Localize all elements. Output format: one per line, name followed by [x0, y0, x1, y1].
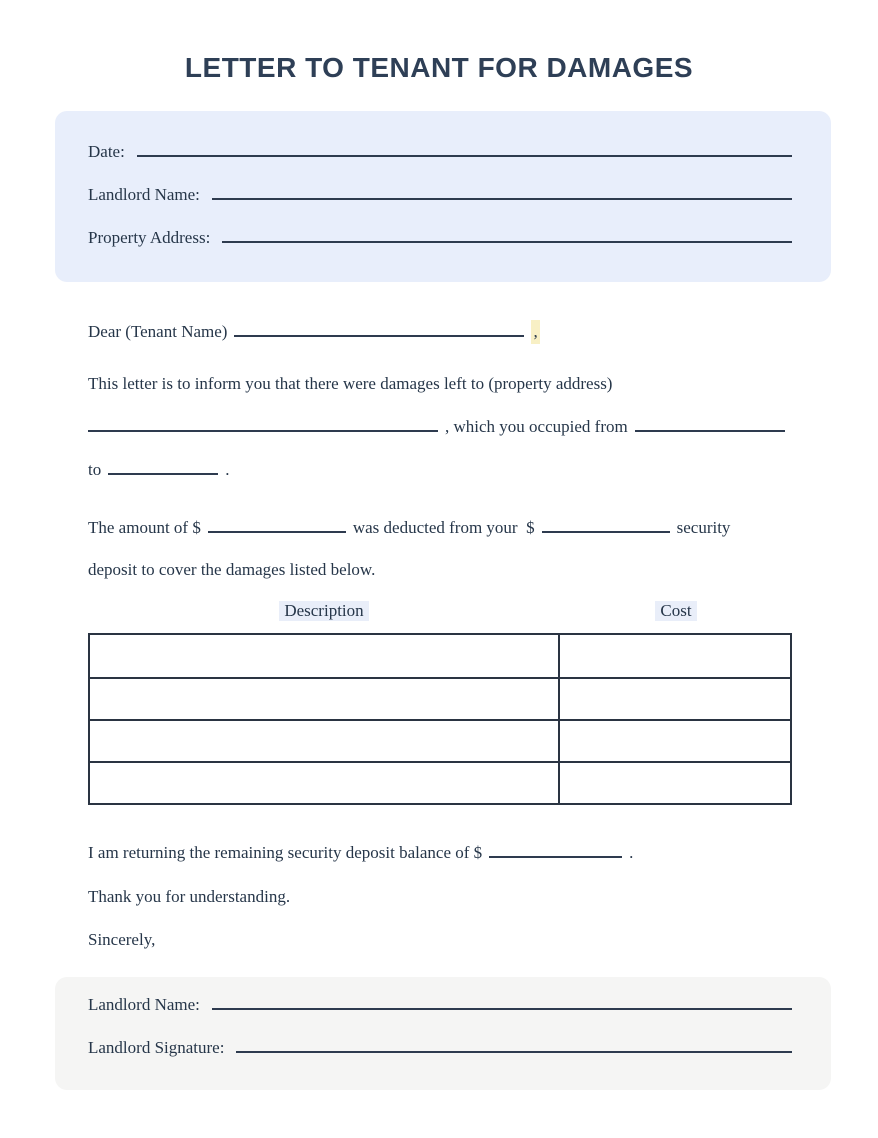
salutation-prefix: Dear (Tenant Name): [88, 322, 228, 341]
cost-cell[interactable]: [560, 721, 790, 761]
description-cell[interactable]: [90, 721, 560, 761]
description-header: Description: [279, 601, 368, 621]
property-address-field-row: [88, 226, 792, 248]
occupied-from-text: , which you occupied from: [445, 417, 628, 436]
landlord-name-input-line[interactable]: [212, 183, 792, 200]
description-cell[interactable]: [90, 635, 560, 677]
period-text: .: [225, 460, 230, 479]
signature-name-field-row: [88, 993, 792, 1015]
thanks-line: [88, 885, 792, 909]
remaining-balance-blank[interactable]: [489, 842, 622, 858]
deducted-amount-blank[interactable]: [208, 517, 346, 533]
paragraph1-line2: [88, 415, 792, 439]
deposit-cover-text: deposit to cover the damages listed below.: [88, 560, 376, 579]
cost-cell[interactable]: [560, 763, 790, 803]
damages-table: [88, 633, 792, 805]
description-cell[interactable]: [90, 679, 560, 719]
cost-header-cell: [560, 601, 792, 621]
signature-field-row: [88, 1036, 792, 1058]
returning-line: [88, 841, 792, 865]
landlord-name-field-row: [88, 183, 792, 205]
description-header-cell: [88, 601, 560, 621]
amount-line2: [88, 558, 792, 582]
table-row: [90, 677, 790, 719]
date-label: Date:: [88, 142, 125, 162]
landlord-name-label: Landlord Name:: [88, 185, 200, 205]
paragraph1-line3: [88, 458, 792, 482]
table-row: [90, 761, 790, 803]
signature-name-input-line[interactable]: [212, 993, 792, 1010]
signature-name-label: Landlord Name:: [88, 995, 200, 1015]
amount-mid-text: was deducted from your $: [352, 518, 535, 537]
closing-text: Sincerely,: [88, 930, 156, 949]
amount-prefix-text: The amount of $: [88, 518, 201, 537]
closing-line: [88, 928, 792, 952]
table-row: [90, 635, 790, 677]
signature-label: Landlord Signature:: [88, 1038, 225, 1058]
paragraph1-line1: [88, 372, 792, 396]
amount-suffix-text: security: [676, 518, 731, 537]
table-header-row: [88, 601, 792, 621]
deposit-amount-blank[interactable]: [542, 517, 670, 533]
tenant-name-blank[interactable]: [234, 321, 524, 337]
thanks-text: Thank you for understanding.: [88, 887, 291, 906]
signature-input-line[interactable]: [236, 1036, 792, 1053]
document-title: LETTER TO TENANT FOR DAMAGES: [184, 52, 694, 83]
table-row: [90, 719, 790, 761]
amount-line1: [88, 516, 792, 540]
salutation-comma: ,: [531, 320, 539, 344]
cost-cell[interactable]: [560, 635, 790, 677]
date-input-line[interactable]: [137, 140, 792, 157]
returning-prefix-text: I am returning the remaining security deposit balance of $: [88, 843, 483, 862]
cost-header: Cost: [655, 601, 696, 621]
occupancy-start-blank[interactable]: [635, 416, 785, 432]
description-cell[interactable]: [90, 763, 560, 803]
occupancy-end-blank[interactable]: [108, 459, 218, 475]
paragraph1-text: This letter is to inform you that there were damages left to (property address): [88, 374, 613, 393]
salutation-line: [88, 320, 792, 344]
property-address-blank[interactable]: [88, 416, 438, 432]
property-address-label: Property Address:: [88, 228, 211, 248]
property-address-input-line[interactable]: [222, 226, 792, 243]
to-text: to: [88, 460, 102, 479]
returning-period-text: .: [629, 843, 634, 862]
cost-cell[interactable]: [560, 679, 790, 719]
date-field-row: [88, 140, 792, 162]
